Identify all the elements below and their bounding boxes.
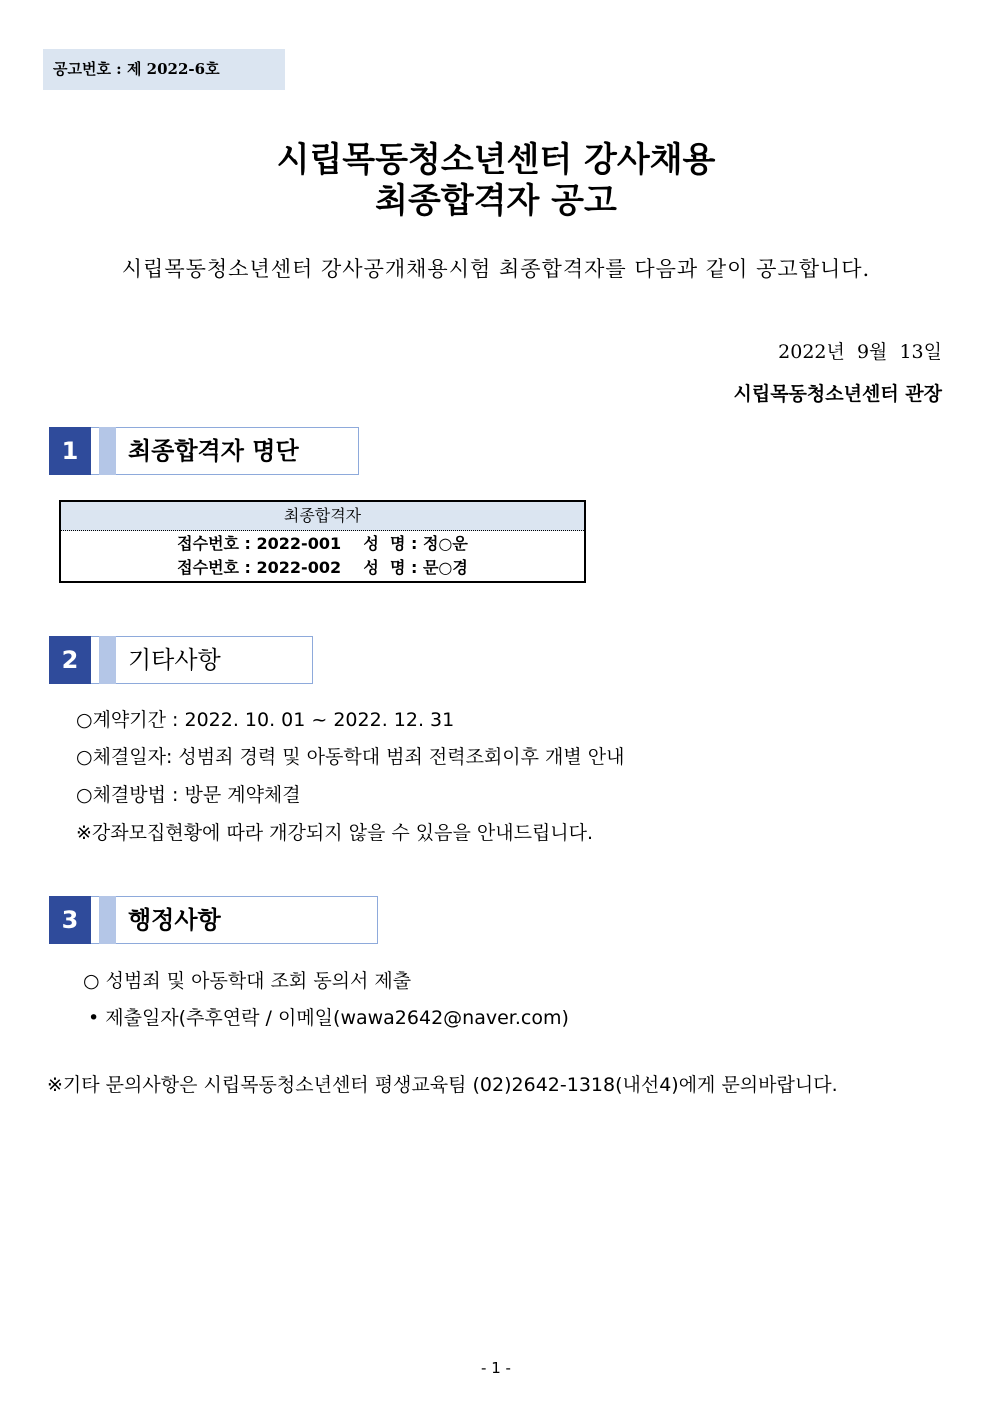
page-number: - 1 - bbox=[481, 1359, 511, 1377]
list-item: ※강좌모집현황에 따라 개강되지 않을 수 있음을 안내드립니다. bbox=[76, 822, 594, 844]
intro-text: 시립목동청소년센터 강사공개채용시험 최종합격자를 다음과 같이 공고합니다. bbox=[121, 257, 871, 281]
section-heading-admin bbox=[49, 896, 378, 944]
contact-note: ※기타 문의사항은 시립목동청소년센터 평생교육팀 (02)2642-1318(내선4)에게 문의바랍니다. bbox=[47, 1074, 838, 1096]
notice-number: 공고번호 : 제 2022-6호 bbox=[43, 49, 285, 90]
section-title: 행정사항 bbox=[128, 906, 221, 934]
section-number: 1 bbox=[49, 427, 91, 475]
page-subtitle: 최종합격자 공고 bbox=[375, 181, 617, 221]
list-item: ○계약기간 : 2022. 10. 01 ~ 2022. 12. 31 bbox=[76, 709, 455, 731]
section-heading-other bbox=[49, 636, 313, 684]
section-stripe bbox=[99, 636, 116, 684]
issuer-name: 시립목동청소년센터 관장 bbox=[733, 383, 942, 405]
list-item: ○체결방법 : 방문 계약체결 bbox=[76, 784, 301, 806]
announcement-date: 2022년 9월 13일 bbox=[778, 341, 942, 363]
section-title: 최종합격자 명단 bbox=[128, 437, 299, 465]
section-number: 3 bbox=[49, 896, 91, 944]
section-stripe bbox=[99, 896, 116, 944]
page-title: 시립목동청소년센터 강사채용 bbox=[276, 140, 716, 180]
list-item: ○체결일자: 성범죄 경력 및 아동학대 범죄 전력조회이후 개별 안내 bbox=[76, 746, 625, 768]
table-row: 접수번호 : 2022-002 성 명 : 문○경 bbox=[177, 558, 468, 577]
list-item: ○ 성범죄 및 아동학대 조회 동의서 제출 bbox=[83, 970, 412, 992]
final-applicants-table bbox=[59, 500, 586, 583]
table-row: 접수번호 : 2022-001 성 명 : 정○운 bbox=[177, 534, 468, 553]
section-heading-final-list bbox=[49, 427, 359, 475]
table-header: 최종합격자 bbox=[61, 502, 584, 531]
section-stripe bbox=[99, 427, 116, 475]
section-title: 기타사항 bbox=[128, 646, 221, 674]
section-number: 2 bbox=[49, 636, 91, 684]
list-item: • 제출일자(추후연락 / 이메일(wawa2642@naver.com) bbox=[88, 1007, 569, 1029]
